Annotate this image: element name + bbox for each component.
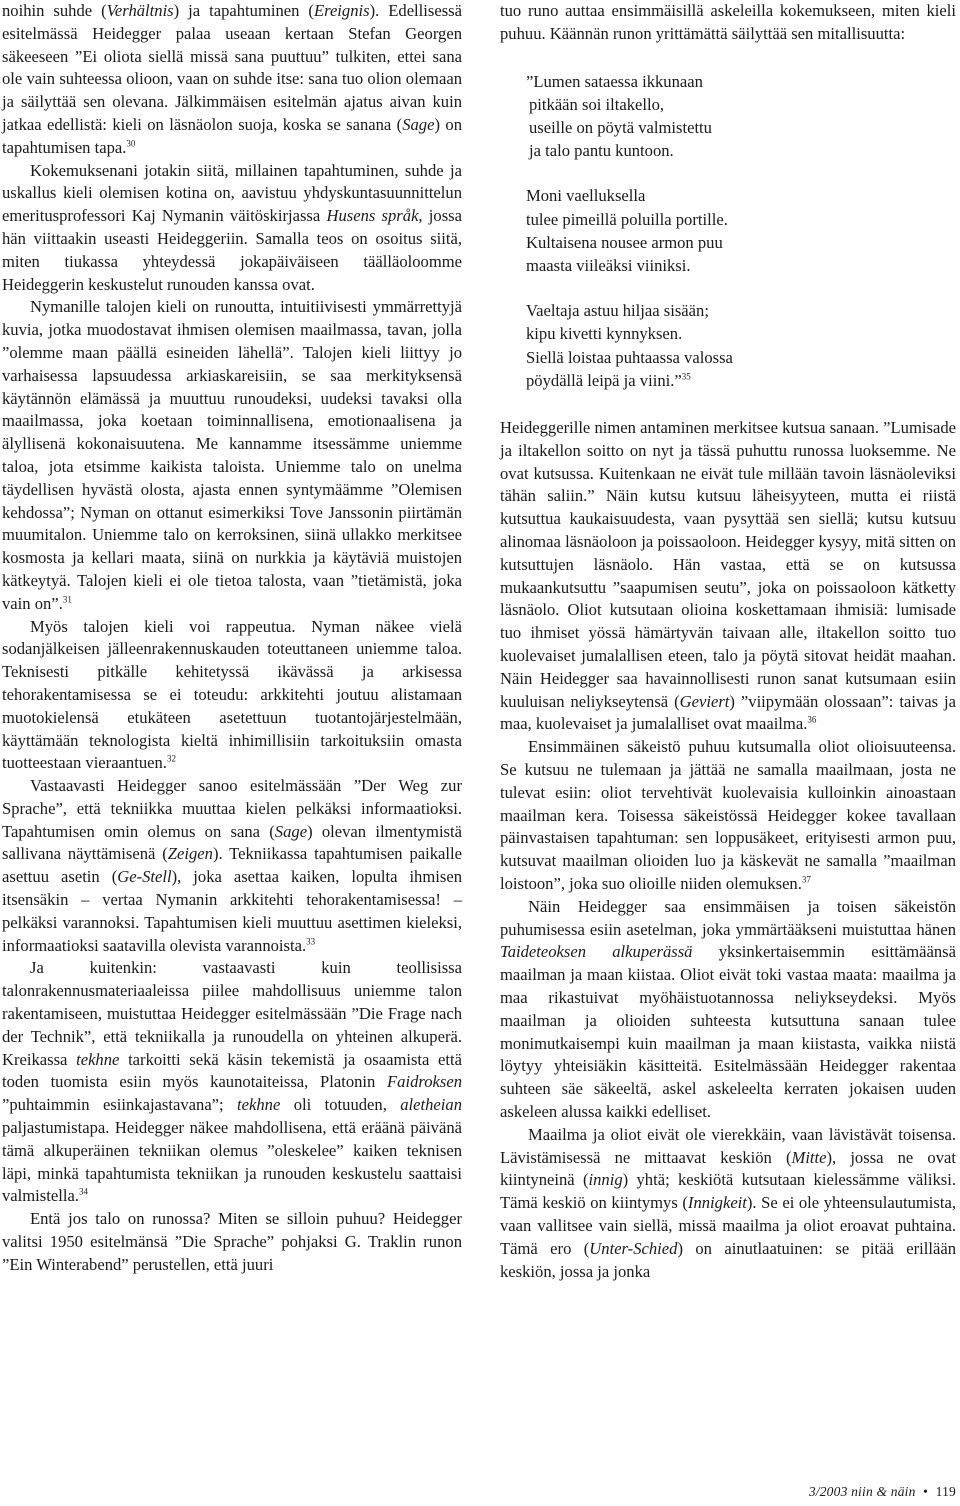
poem-stanza bbox=[526, 299, 956, 392]
magazine-name: niin & näin bbox=[851, 1484, 916, 1499]
poem-line: kipu kivetti kynnyksen. bbox=[526, 324, 683, 344]
right-column bbox=[500, 0, 956, 1283]
footnote-ref: 32 bbox=[166, 753, 176, 764]
poem-line: Vaeltaja astuu hiljaa sisään; bbox=[526, 301, 709, 321]
footnote-ref: 36 bbox=[807, 714, 817, 725]
paragraph: Myös talojen kieli voi rappeutua. Nyman näkee vielä sodanjälkeisen jälleenrakennuskauden toteuttaneen uniemme taloa. Teknisesti pitkälle kehitetyssä ikävässä ja arkisessa tehorakentamisessa se ei toteudu: arkkitehti joutuu alistamaan muotokielensä etukäteen asetettuun tuotantojärjestelmään, käyttämään teknologista kieltä inhimillisiin tarkoituksiin omasta tuotteestaan vieraantuen.$^{32}$ bbox=[2, 616, 462, 773]
poem-stanza bbox=[526, 70, 956, 163]
left-column bbox=[2, 0, 462, 1277]
poem-line: useille on pöytä valmistettu bbox=[529, 118, 712, 137]
footnote-ref: 33 bbox=[306, 936, 316, 947]
paragraph: Heideggerille nimen antaminen merkitsee kutsua sanaan. ”Lumisade ja iltakellon soitto on nyt ja tässä puhuttu runossa luoksemme. Ne ovat kutsussa. Kuitenkaan ne eivät tule millään tavoin läsnäoleviksi tähän saliin.” Näin kutsu kutsuu läheisyyteen, mutta ei riistä kutsuttua kaukaisuudesta, vaan pysyttää sen siellä; kutsu kutsuu alinomaa läsnäoloon ja poissaoloon. Heidegger kysyy, mitä sitten on kutsuttujen läsnäolo. Hän vastaa, että se on kutsussa mukaankutsuttu ”saapumisen seutu”, joka on poissaoloon kätketty läsnäolo. Oliot kutsutaan olioina koskettamaan ihmisiä: lumisade tuo ihmiset yössä hämärtyvän taivaan alle, iltakellon soitto tuo kuolevaiset jumalallisen eteen, talo ja pöytä sitovat heidät maahan. Näin Heidegger saa havainnollisesti runon sanat kutsumaan esiin kuuluisan neliykseytensä (Geviert) ”viipymään olossaan”: taivas ja maa, kuolevaiset ja jumalalliset ovat maailma.$^{36}$ bbox=[500, 418, 956, 734]
footnote-ref: 37 bbox=[801, 874, 811, 885]
poem-line: maasta viileäksi viiniksi. bbox=[526, 256, 691, 276]
poem-line: ja talo pantu kuntoon. bbox=[529, 141, 674, 161]
paragraph: tuo runo auttaa ensimmäisillä askeleilla kokemukseen, miten kieli puhuu. Käännän runon yrittämättä säilyttää sen mitallisuutta: bbox=[500, 1, 956, 43]
footnote-ref: 30 bbox=[126, 138, 136, 149]
poem-line: Moni vaelluksella bbox=[526, 186, 646, 206]
paragraph: Maailma ja oliot eivät ole vierekkäin, vaan lävistävät toisensa. Lävistämisessä ne mittaavat keskiön (Mitte), jossa ne ovat kiintyneinä (innig) yhtä; keskiötä kutsutaan kielessämme väliksi. Tämä keskiö on kiintymys (Innigkeit). Se ei ole yhteensulautumista, vaan vallitsee vain siellä, missä maailma ja oliot eroavat puhtaina. Tämä ero (Unter-Schied) on ainutlaatuinen: se pitää erillään keskiön, jossa ja jonka bbox=[500, 1124, 956, 1281]
poem-line: tulee pimeillä poluilla portille. bbox=[526, 209, 728, 229]
paragraph: Ja kuitenkin: vastaavasti kuin teollisissa talonrakennusmateriaaleissa piilee mahdollisuus uniemme talon rakentamiseen, muistuttaa Heidegger esitelmässään ”Die Frage nach der Technik”, että tekniikalla ja runoudella on yhteinen alkuperä. Kreikassa tekhne tarkoitti sekä käsin tekemistä ja osaamista että toden tuomista esiin myös kaunotaiteissa, Platonin Faidroksen ”puhtaimmin esiinkajastavana”; tekhne oli totuuden, aletheian paljastumistapa. Heidegger näkee mahdollisena, että eräänä päivänä tämä alkuperäinen tekniikan olemus ”oleskelee” kaiken teknisen läpi, minkä tapahtumista tekniikan ja runouden keskustelu saattaisi valmistella.$^{34}$ bbox=[2, 958, 462, 1206]
separator-dot: • bbox=[923, 1484, 929, 1499]
paragraph: noihin suhde (Verhältnis) ja tapahtuminen (Ereignis). Edellisessä esitelmässä Heidegger palaa useaan kertaan Stefan Georgen säkeeseen ”Ei oliota siellä missä sana puuttuu” tulkiten, ettei sana ole vain suhteessa olioon, vaan on suhde itse: sana tuo olion olemaan ja säilyttää sen olevana. Jälkimmäisen esitelmän ajatus aivan kuin jatkaa edellistä: kieli on läsnäolon suoja, koska se sanana (Sage) on tapahtumisen tapa.$^{30}$ bbox=[2, 1, 462, 157]
poem-line: Siellä loistaa puhtaassa valossa bbox=[526, 347, 733, 367]
paragraph: Nymanille talojen kieli on runoutta, intuitiivisesti ymmärrettyjä kuvia, jotka muodostavat ihmisen olemisen maailmassa, tavan, jolla ”olemme maan päällä esineiden lähellä”. Talojen kieli liittyy jo varhaisessa lapsuudessa arkiaskareisiin, se saa merkityksensä käytännön elämässä ja muuttuu runoudeksi, uudeksi tavaksi olla maailmassa, joka koetaan toiminnallisena, emotionaalisena ja älyllisenä kokonaisuutena. Me kannamme itsessämme uniemme taloa, jota etsimme kaikista taloista. Uniemme talo on unelma täydellisen hyvästä olosta, ajasta ennen syntymäämme ”Olemisen kehdossa”; Nyman on ottanut esimerkiksi Tove Janssonin piirtämän muumitalon. Uniemme talo on kerroksinen, siinä ullakko merkitsee kosmosta ja kellari maata, siinä on nurkkia ja käytäviä muistojen kätkeytyä. Talojen kieli ei ole tietoa talosta, vaan ”tietämistä, joka vain on”.$^{31}$ bbox=[2, 297, 462, 613]
issue-number: 3/2003 bbox=[808, 1484, 848, 1499]
poem-stanza bbox=[526, 184, 956, 277]
paragraph: Vastaavasti Heidegger sanoo esitelmässään ”Der Weg zur Sprache”, että tekniikka muuttaa kielen pelkäksi informaatioksi. Tapahtumisen omin olemus on sana (Sage) olevan ilmentymistä sallivana näyttämisenä (Zeigen). Tekniikassa tapahtumisen paikalle asettuu asetin (Ge-Stell), joka asettaa kaiken, lopulta ihmisen itsensäkin – vertaa Nymanin arkkitehti tehorakentamisessa! – pelkäksi varannoksi. Tapahtumisen kieli muuttuu asettimen kieleksi, informaatioksi saatavilla olevista varannoista.$^{33}$ bbox=[2, 776, 462, 955]
poem-line: pöydällä leipä ja viini.”$^{35}$ bbox=[526, 370, 691, 390]
paragraph: Ensimmäinen säkeistö puhuu kutsumalla oliot olioisuuteensa. Se kutsuu ne tulemaan ja jättää ne samalla maailmaan, josta ne tulevat esiin: oliot tervehtivät kuolevaisia kulloinkin ainoastaan maailman kera. Toisessa säkeistössä Heidegger kokee tavallaan päinvastaisen tapahtuman: sen loppusäkeet, erityisesti armon puu, kutsuvat maailman olioiden luo ja käskevät ne samalla ”maailman loistoon”, joka suo olioille niiden olemuksen.$^{37}$ bbox=[500, 737, 956, 893]
page-footer bbox=[809, 1484, 956, 1500]
footnote-ref: 35 bbox=[681, 371, 691, 382]
footnote-ref: 34 bbox=[78, 1186, 88, 1197]
page-number: 119 bbox=[935, 1484, 956, 1499]
paragraph: Näin Heidegger saa ensimmäisen ja toisen säkeistön puhumisessa esiin asetelman, joka ymmärtääkseni muistuttaa hänen Taideteoksen alkuperässä yksinkertaisemmin esittämäänsä maailman ja maan kiistaa. Oliot eivät toki vastaa maata: maailma ja maa rikastuivat myöhäistuotannossa neliykseydeksi. Myös maailman ja olioiden suhteesta kutsuttuna sanaan tulee monimutkaisempi kuin maailman ja maan kiistasta, vaikka niistä löytyy yhteisiäkin käsitteitä. Esitelmässään Heidegger rakentaa suhteen säe säkeeltä, askel askeleelta kerraten jokaisen uuden askeleen alussa kaikki edelliset. bbox=[500, 896, 956, 1121]
paragraph: Entä jos talo on runossa? Miten se silloin puhuu? Heidegger valitsi 1950 esitelmänsä ”Die Sprache” pohjaksi G. Traklin runon ”Ein Winterabend” perustellen, että juuri bbox=[2, 1209, 462, 1274]
poem-line: pitkään soi iltakello, bbox=[529, 94, 665, 114]
poem-line: ”Lumen sataessa ikkunaan bbox=[526, 71, 703, 91]
footnote-ref: 31 bbox=[62, 594, 72, 605]
poem-line: Kultaisena nousee armon puu bbox=[526, 232, 723, 252]
paragraph: Kokemuksenani jotakin siitä, millainen tapahtuminen, suhde ja uskallus kieli olemisen kotina on, aavistuu yhdyskuntasuunnittelun emeritusprofessori Kaj Nymanin väitöskirjassa Husens språk, jossa hän viittaakin useasti Heideggeriin. Samalla teos on osoitus siitä, miten tiukassa yhteydessä jokapäiväiseen täälläoloomme Heideggerin keskustelut runouden kanssa ovat. bbox=[2, 160, 462, 294]
poem bbox=[500, 70, 956, 392]
